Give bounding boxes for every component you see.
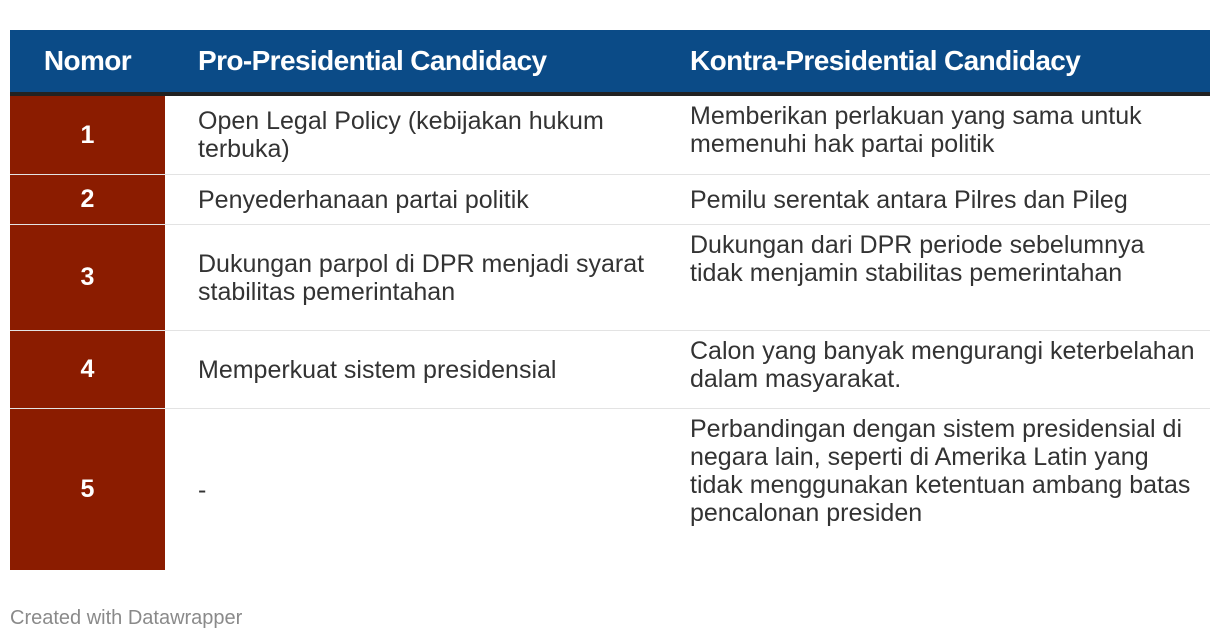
row-number: 1 [10,96,165,174]
header-number: Nomor [43,45,132,76]
contra-cell: Perbandingan dengan sistem presidensial di negara lain, seperti di Amerika Latin yang tidak menggunakan ketentuan ambang batas pencalonan presiden [690,415,1191,527]
table-row [10,225,1210,331]
row-number: 4 [10,331,165,408]
table-row [10,409,1210,570]
table-row [10,175,1210,225]
datawrapper-credit[interactable]: Created with Datawrapper [10,607,243,629]
comparison-table [10,30,1210,570]
row-number: 3 [10,225,165,330]
header-contra: Kontra-Presidential Candidacy [690,45,1081,76]
row-number: 5 [10,409,165,570]
pro-cell: Dukungan parpol di DPR menjadi syarat stabilitas pemerintahan [198,249,645,306]
contra-cell: Calon yang banyak mengurangi keterbelahan dalam masyarakat. [690,337,1195,393]
row-number: 2 [10,175,165,224]
pro-cell: - [198,475,207,504]
pro-cell: Penyederhanaan partai politik [198,185,529,214]
table-row [10,96,1210,175]
pro-cell: Memperkuat sistem presidensial [198,355,557,384]
table-header [10,30,1210,96]
pro-cell: Open Legal Policy (kebijakan hukum terbuka) [198,107,604,163]
contra-cell: Pemilu serentak antara Pilres dan Pileg [690,185,1128,214]
contra-cell: Dukungan dari DPR periode sebelumnya tidak menjamin stabilitas pemerintahan [690,231,1145,287]
table-row [10,331,1210,409]
header-pro: Pro-Presidential Candidacy [198,45,547,76]
contra-cell: Memberikan perlakuan yang sama untuk memenuhi hak partai politik [690,102,1142,158]
